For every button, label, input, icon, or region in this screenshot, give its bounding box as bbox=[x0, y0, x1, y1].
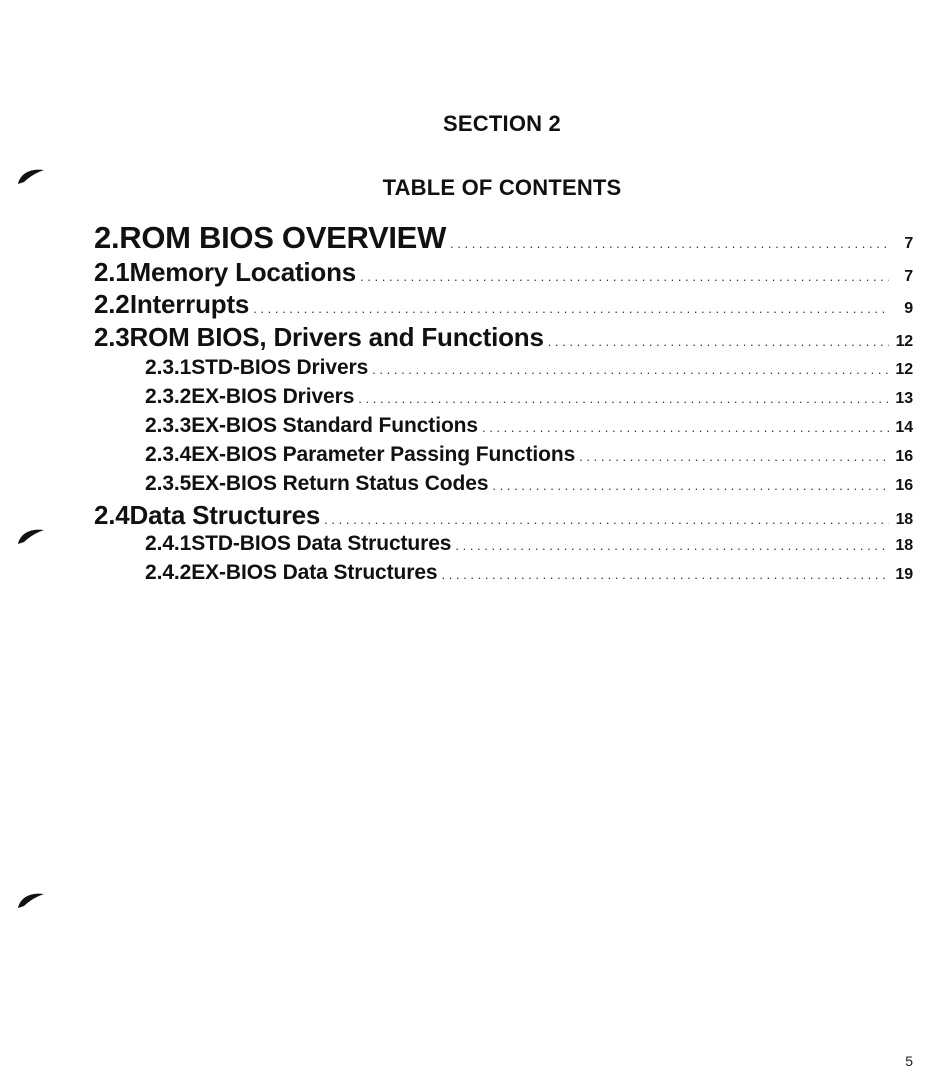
toc-entry-number: 2.3 bbox=[94, 322, 130, 352]
toc-entry-page: 14 bbox=[895, 419, 913, 436]
toc-entry-number: 2.3.1 bbox=[145, 356, 192, 379]
dot-leader bbox=[441, 567, 889, 582]
toc-entry-title: STD-BIOS Drivers bbox=[191, 356, 369, 379]
toc-entry-number: 2.4.2 bbox=[145, 561, 192, 584]
dot-leader bbox=[492, 478, 889, 493]
toc-entry-memory-locations[interactable] bbox=[94, 257, 913, 288]
toc-entry-ex-bios-parameter-passing[interactable] bbox=[145, 443, 913, 467]
toc-entry-title: ROM BIOS OVERVIEW bbox=[119, 220, 447, 255]
toc-entry-page: 12 bbox=[895, 333, 913, 350]
toc-entry-number: 2.3.4 bbox=[145, 443, 192, 466]
toc-entry-rom-bios-drivers-functions[interactable] bbox=[94, 322, 913, 353]
toc-entry-page: 18 bbox=[895, 511, 913, 528]
toc-entry-number: 2.4.1 bbox=[145, 532, 192, 555]
toc-entry-title: EX-BIOS Return Status Codes bbox=[191, 472, 489, 495]
toc-entry-number: 2.4 bbox=[94, 500, 130, 530]
toc-entry-title: EX-BIOS Standard Functions bbox=[191, 414, 478, 437]
toc-entry-page: 9 bbox=[904, 300, 913, 317]
dot-leader bbox=[360, 269, 889, 284]
toc-entry-title: ROM BIOS, Drivers and Functions bbox=[129, 322, 544, 352]
binder-punch-icon bbox=[16, 166, 46, 186]
toc-entry-title: Data Structures bbox=[129, 500, 321, 530]
dot-leader bbox=[579, 449, 889, 464]
toc-entry-std-bios-drivers[interactable] bbox=[145, 356, 913, 380]
dot-leader bbox=[548, 334, 889, 349]
toc-entry-title: EX-BIOS Parameter Passing Functions bbox=[191, 443, 576, 466]
toc-entry-data-structures[interactable] bbox=[94, 500, 913, 531]
toc-entry-number: 2.3.2 bbox=[145, 385, 192, 408]
page-number: 5 bbox=[905, 1053, 913, 1069]
dot-leader bbox=[482, 420, 889, 435]
section-label: SECTION 2 bbox=[443, 111, 561, 136]
dot-leader bbox=[253, 301, 889, 316]
toc-entry-number: 2.3.3 bbox=[145, 414, 192, 437]
binder-punch-icon bbox=[16, 890, 46, 910]
dot-leader bbox=[358, 391, 889, 406]
dot-leader bbox=[324, 512, 889, 527]
toc-entry-std-bios-data-structures[interactable] bbox=[145, 532, 913, 556]
toc-entry-number: 2.3.5 bbox=[145, 472, 192, 495]
toc-entry-number: 2.1 bbox=[94, 257, 130, 287]
toc-entry-page: 16 bbox=[895, 477, 913, 494]
toc-entry-ex-bios-drivers[interactable] bbox=[145, 385, 913, 409]
toc-entry-rom-bios-overview[interactable] bbox=[94, 220, 913, 256]
toc-entry-title: Memory Locations bbox=[129, 257, 357, 287]
toc-entry-title: STD-BIOS Data Structures bbox=[191, 532, 452, 555]
toc-entry-page: 13 bbox=[895, 390, 913, 407]
toc-entry-page: 18 bbox=[895, 537, 913, 554]
toc-entry-page: 7 bbox=[904, 235, 913, 252]
toc-entry-ex-bios-standard-functions[interactable] bbox=[145, 414, 913, 438]
toc-entry-page: 12 bbox=[895, 361, 913, 378]
binder-punch-icon bbox=[16, 526, 46, 546]
toc-heading: TABLE OF CONTENTS bbox=[382, 175, 622, 200]
toc-entry-page: 7 bbox=[904, 268, 913, 285]
dot-leader bbox=[455, 538, 889, 553]
toc-entry-ex-bios-return-status-codes[interactable] bbox=[145, 472, 913, 496]
dot-leader bbox=[372, 362, 889, 377]
dot-leader bbox=[450, 236, 889, 251]
toc-entry-page: 16 bbox=[895, 448, 913, 465]
toc-entry-ex-bios-data-structures[interactable] bbox=[145, 561, 913, 585]
toc-entry-number: 2. bbox=[94, 220, 120, 255]
toc-entry-title: Interrupts bbox=[129, 289, 250, 319]
toc-entry-title: EX-BIOS Drivers bbox=[191, 385, 355, 408]
toc-entry-number: 2.2 bbox=[94, 289, 130, 319]
toc-entry-page: 19 bbox=[895, 566, 913, 583]
toc-entry-title: EX-BIOS Data Structures bbox=[191, 561, 438, 584]
toc-entry-interrupts[interactable] bbox=[94, 289, 913, 320]
